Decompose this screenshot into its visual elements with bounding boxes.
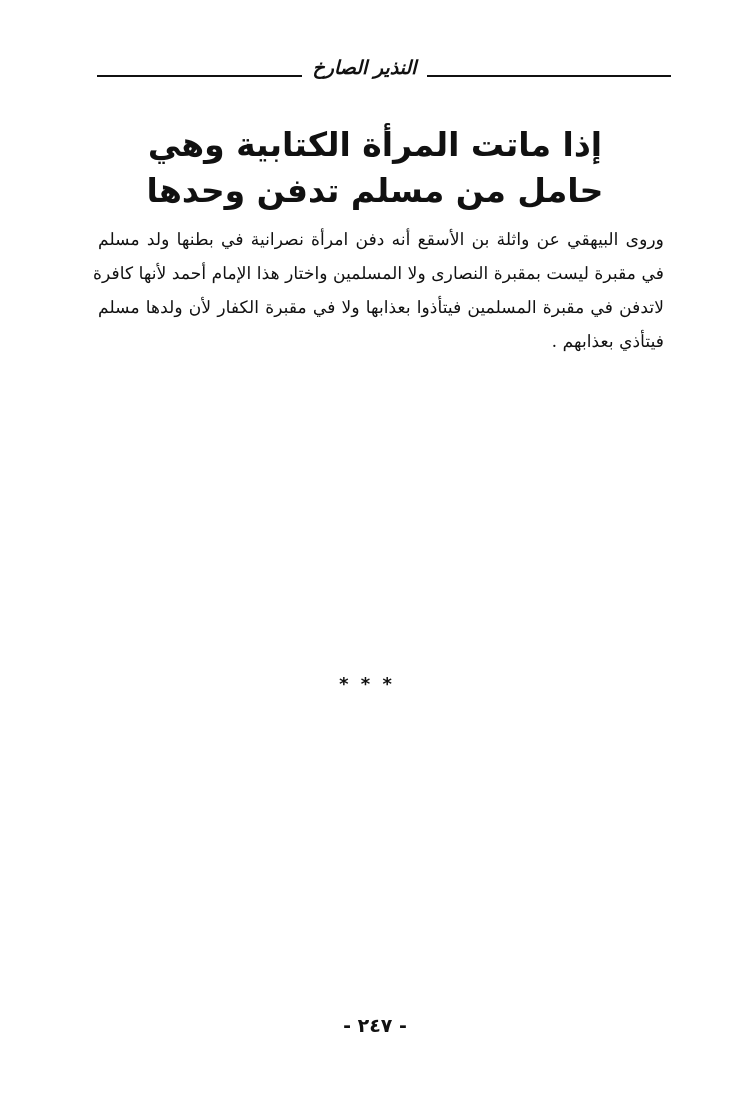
body-line: في مقبرة ليست بمقبرة النصارى ولا المسلمين واختار هذا الإمام أحمد لأنها كافرة [93,264,664,284]
chapter-heading-line-1: إذا ماتت المرأة الكتابية وهي [147,125,603,164]
chapter-heading-line-2: حامل من مسلم تدفن وحدها [146,171,604,210]
body-line: لاتدفن في مقبرة المسلمين فيتأذوا بعذابها ولا في مقبرة الكفار لأن ولدها مسلم [98,298,664,318]
body-paragraph [93,223,664,359]
header-rule-left [97,75,302,77]
running-header-title: النذير الصارخ [312,57,417,79]
body-line: فيتأذي بعذابهم . [551,332,664,352]
header-rule-right [427,75,671,77]
section-separator: * * * [339,674,395,695]
running-header [97,54,671,82]
chapter-heading [120,122,630,214]
body-line: وروى البيهقي عن واثلة بن الأسقع أنه دفن امرأة نصرانية في بطنها ولد مسلم [98,230,664,250]
page-number: - ٢٤٧ - [343,1015,407,1037]
